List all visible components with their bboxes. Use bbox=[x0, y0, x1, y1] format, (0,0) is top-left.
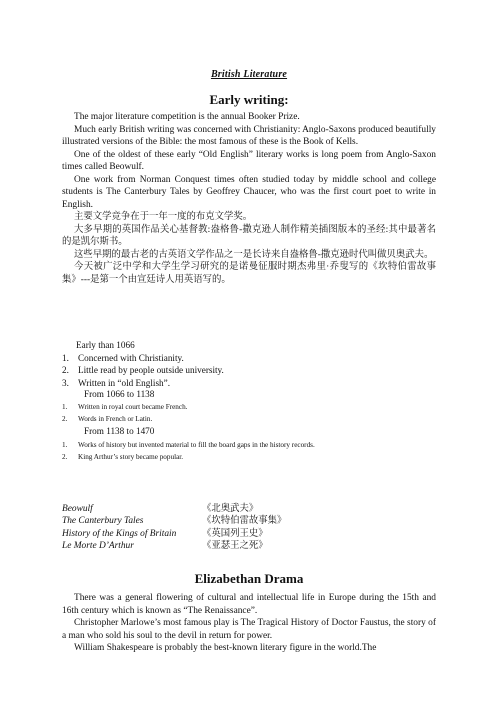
early-writing-body bbox=[62, 111, 436, 286]
list-item: 3. Written in “old English”. bbox=[62, 377, 170, 388]
paragraph: There was a general flowering of cultural and intellectual life in Europe during the 15th and 16th century which is known as “The Renaissance”. bbox=[62, 593, 436, 616]
work-title-zh: 《坎特伯雷故事集》 bbox=[202, 516, 287, 527]
table-row bbox=[62, 515, 436, 527]
period-list bbox=[62, 439, 436, 463]
list-item: 2. Words in French or Latin. bbox=[62, 415, 153, 424]
paragraph: Much early British writing was concerned with Christianity: Anglo-Saxons produced beautifully illustrated versions of the Bible: the most famous of these is the Book of Kells. bbox=[62, 124, 436, 147]
period-heading: Early than 1066 bbox=[76, 340, 135, 350]
table-row bbox=[62, 540, 436, 552]
work-title-en: Le Morte D’Arthur bbox=[62, 541, 134, 552]
period-heading: From 1138 to 1470 bbox=[84, 426, 155, 436]
table-row bbox=[62, 503, 436, 515]
elizabethan-drama-body bbox=[62, 592, 436, 655]
paragraph: 今天被广泛中学和大学生学习研究的是诺曼征服时期杰弗里·乔叟写的《坎特伯雷故事集》---是第一个由宣廷诗人用英语写的。 bbox=[62, 262, 436, 285]
paragraph: William Shakespeare is probably the best-known literary figure in the world.The bbox=[74, 643, 377, 653]
work-title-en: Beowulf bbox=[62, 504, 93, 514]
list-item: 2. Little read by people outside university. bbox=[62, 365, 224, 376]
paragraph: Christopher Marlowe’s most famous play is The Tragical History of Doctor Faustus, the story of a man who sold his soul to the devil in return for power. bbox=[62, 618, 436, 641]
paragraph: One of the oldest of these early “Old English” literary works is long poem from Anglo-Saxon times called Beowulf. bbox=[62, 149, 436, 172]
list-item: 1. Written in royal court became French. bbox=[62, 403, 188, 411]
work-title-zh: 《英国列王史》 bbox=[202, 528, 268, 539]
works-table bbox=[62, 503, 436, 553]
work-title-en: History of the Kings of Britain bbox=[62, 528, 177, 539]
work-title-zh: 《北奥武夫》 bbox=[202, 504, 259, 514]
period-heading: From 1066 to 1138 bbox=[84, 389, 155, 399]
list-item: 1. Works of history but invented material to fill the board gaps in the history records. bbox=[62, 441, 315, 449]
list-item: 1. Concerned with Christianity. bbox=[62, 353, 184, 363]
paragraph: One work from Norman Conquest times often studied today by middle school and college students is The Canterbury Tales by Geoffrey Chaucer, who was the first court poet to write in English. bbox=[62, 174, 436, 210]
list-item: 2. King Arthur’s story became popular. bbox=[62, 453, 184, 462]
work-title-en: The Canterbury Tales bbox=[62, 516, 144, 527]
paragraph: 主要文学竞争在于一年一度的布克文学奖。 bbox=[74, 212, 253, 222]
paragraph: 这些早期的最古老的古英语文学作品之一是长诗来自盎格鲁-撒克逊时代叫做贝奥武夫。 bbox=[74, 249, 434, 260]
period-list bbox=[62, 352, 436, 389]
paragraph: The major literature competition is the annual Booker Prize. bbox=[74, 112, 300, 122]
section-heading-early-writing: Early writing: bbox=[209, 92, 289, 107]
paragraph: 大多早期的英国作品关心基督教:盎格鲁-撒克逊人制作精美插图版本的圣经:其中最著名的是凯尔斯书。 bbox=[62, 224, 436, 247]
work-title-zh: 《亚瑟王之死》 bbox=[202, 541, 268, 552]
table-row bbox=[62, 528, 436, 540]
period-list bbox=[62, 401, 436, 425]
section-heading-elizabethan-drama: Elizabethan Drama bbox=[194, 571, 304, 586]
document-title: British Literature bbox=[210, 69, 288, 80]
